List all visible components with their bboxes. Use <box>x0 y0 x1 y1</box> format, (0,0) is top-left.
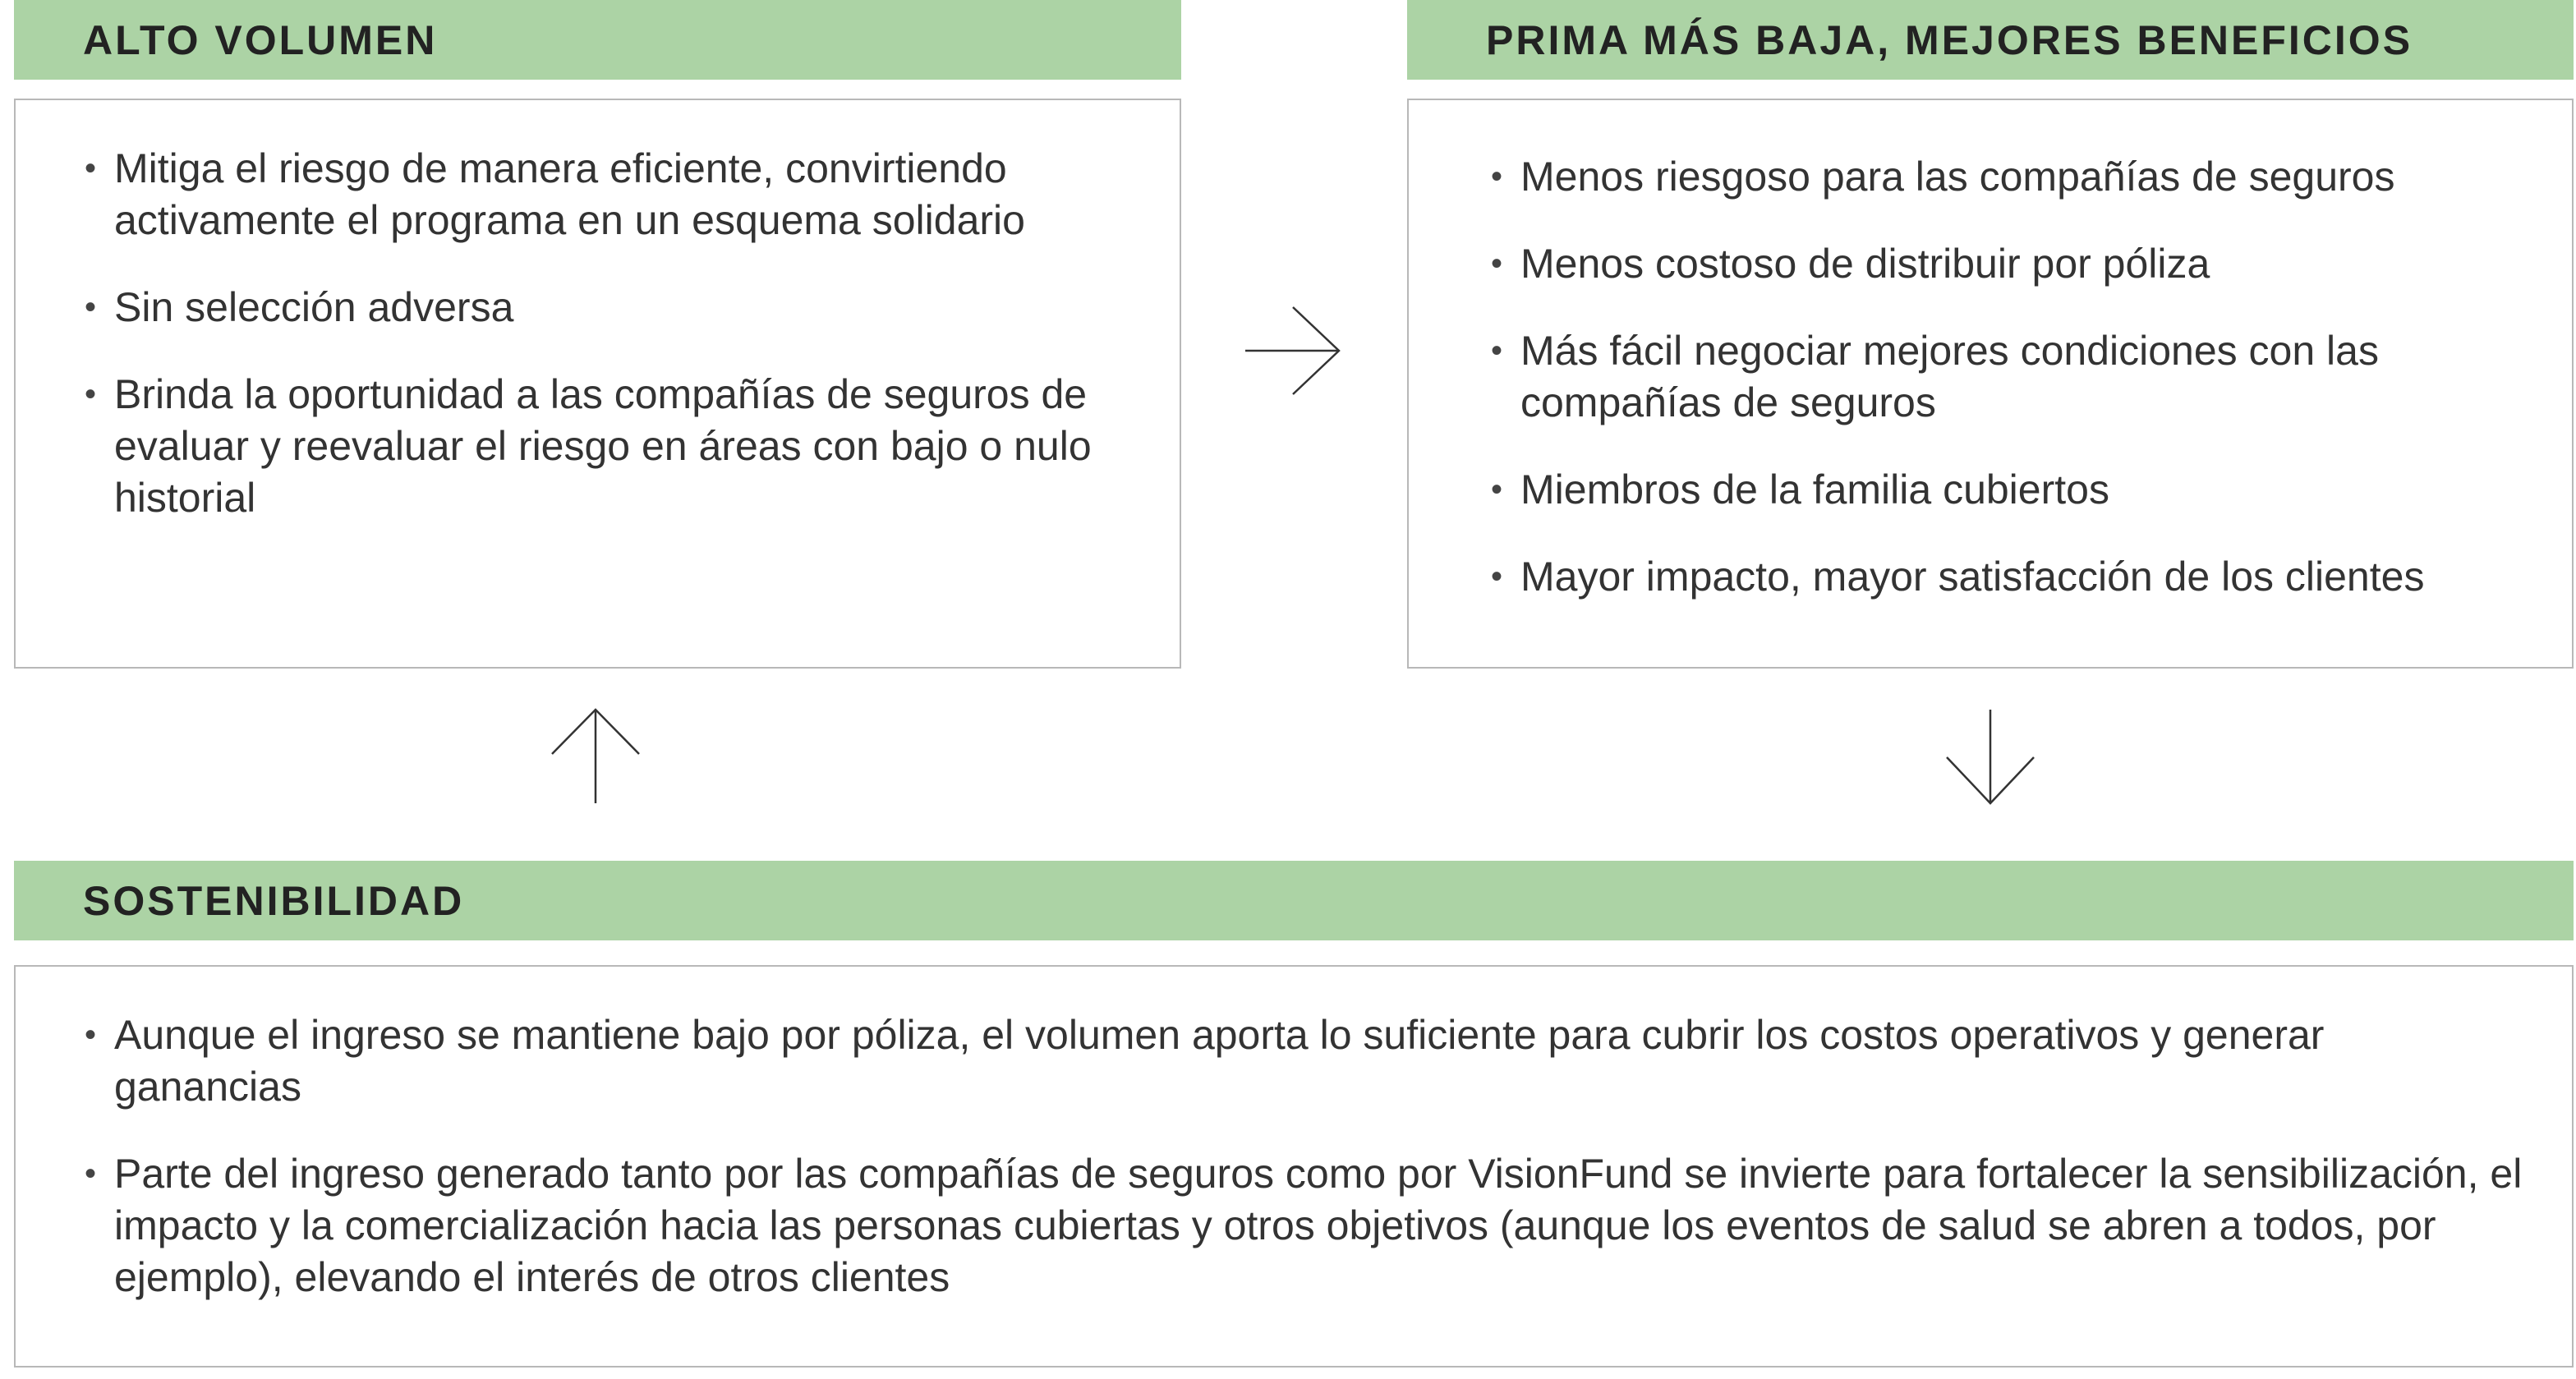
list-item-text: Mitiga el riesgo de manera eficiente, convirtiendo activamente el programa en un esquema solidario <box>114 145 1025 243</box>
sostenibilidad-list <box>16 1009 2523 1303</box>
prima-baja-title: PRIMA MÁS BAJA, MEJORES BENEFICIOS <box>1486 16 2413 63</box>
list-item <box>16 1009 2523 1113</box>
alto-volumen-panel <box>14 99 1181 669</box>
list-item-text: Aunque el ingreso se mantiene bajo por póliza, el volumen aporta lo suficiente para cubrir los costos operativos y generar ganancias <box>114 1012 2325 1110</box>
list-item <box>1409 151 2547 203</box>
arrow-right-icon <box>1242 306 1344 396</box>
list-item <box>1409 325 2547 429</box>
bullet: • <box>85 289 97 325</box>
bullet: • <box>1491 333 1503 369</box>
list-item <box>1409 551 2547 603</box>
list-item-text: Brinda la oportunidad a las compañías de seguros de evaluar y reevaluar el riesgo en áreas con bajo o nulo historial <box>114 371 1092 521</box>
sostenibilidad-panel <box>14 965 2574 1368</box>
list-item-text: Sin selección adversa <box>114 284 514 330</box>
list-item-text: Más fácil negociar mejores condiciones con las compañías de seguros <box>1520 328 2379 425</box>
list-item <box>16 282 1147 333</box>
bullet: • <box>1491 246 1503 282</box>
sostenibilidad-header <box>14 861 2574 940</box>
bullet: • <box>85 1017 97 1053</box>
prima-baja-header <box>1407 0 2574 80</box>
list-item <box>16 143 1147 246</box>
list-item-text: Menos riesgoso para las compañías de seguros <box>1520 154 2395 200</box>
list-item-text: Miembros de la familia cubiertos <box>1520 467 2109 513</box>
list-item-text: Parte del ingreso generado tanto por las compañías de seguros como por VisionFund se invierte para fortalecer la sensibilización, el impacto y la comercialización hacia las personas cubiertas y otros objetivos (aunque los eventos de salud se abren a todos, por ejemplo), elevando el interés de otros clientes <box>114 1151 2523 1300</box>
alto-volumen-header <box>14 0 1181 80</box>
bullet: • <box>1491 558 1503 595</box>
bullet: • <box>1491 159 1503 195</box>
sostenibilidad-title: SOSTENIBILIDAD <box>83 877 465 924</box>
list-item <box>16 1148 2523 1303</box>
list-item <box>1409 464 2547 516</box>
prima-baja-panel <box>1407 99 2574 669</box>
list-item-text: Menos costoso de distribuir por póliza <box>1520 241 2210 287</box>
alto-volumen-title: ALTO VOLUMEN <box>83 16 438 63</box>
alto-volumen-list <box>16 143 1147 524</box>
list-item <box>1409 238 2547 290</box>
bullet: • <box>85 1156 97 1192</box>
arrow-up-icon <box>550 705 641 807</box>
bullet: • <box>1491 471 1503 508</box>
bullet: • <box>85 376 97 412</box>
prima-baja-list <box>1409 151 2547 603</box>
list-item <box>16 369 1147 524</box>
arrow-down-icon <box>1945 706 2036 808</box>
bullet: • <box>85 150 97 186</box>
list-item-text: Mayor impacto, mayor satisfacción de los clientes <box>1520 554 2425 600</box>
